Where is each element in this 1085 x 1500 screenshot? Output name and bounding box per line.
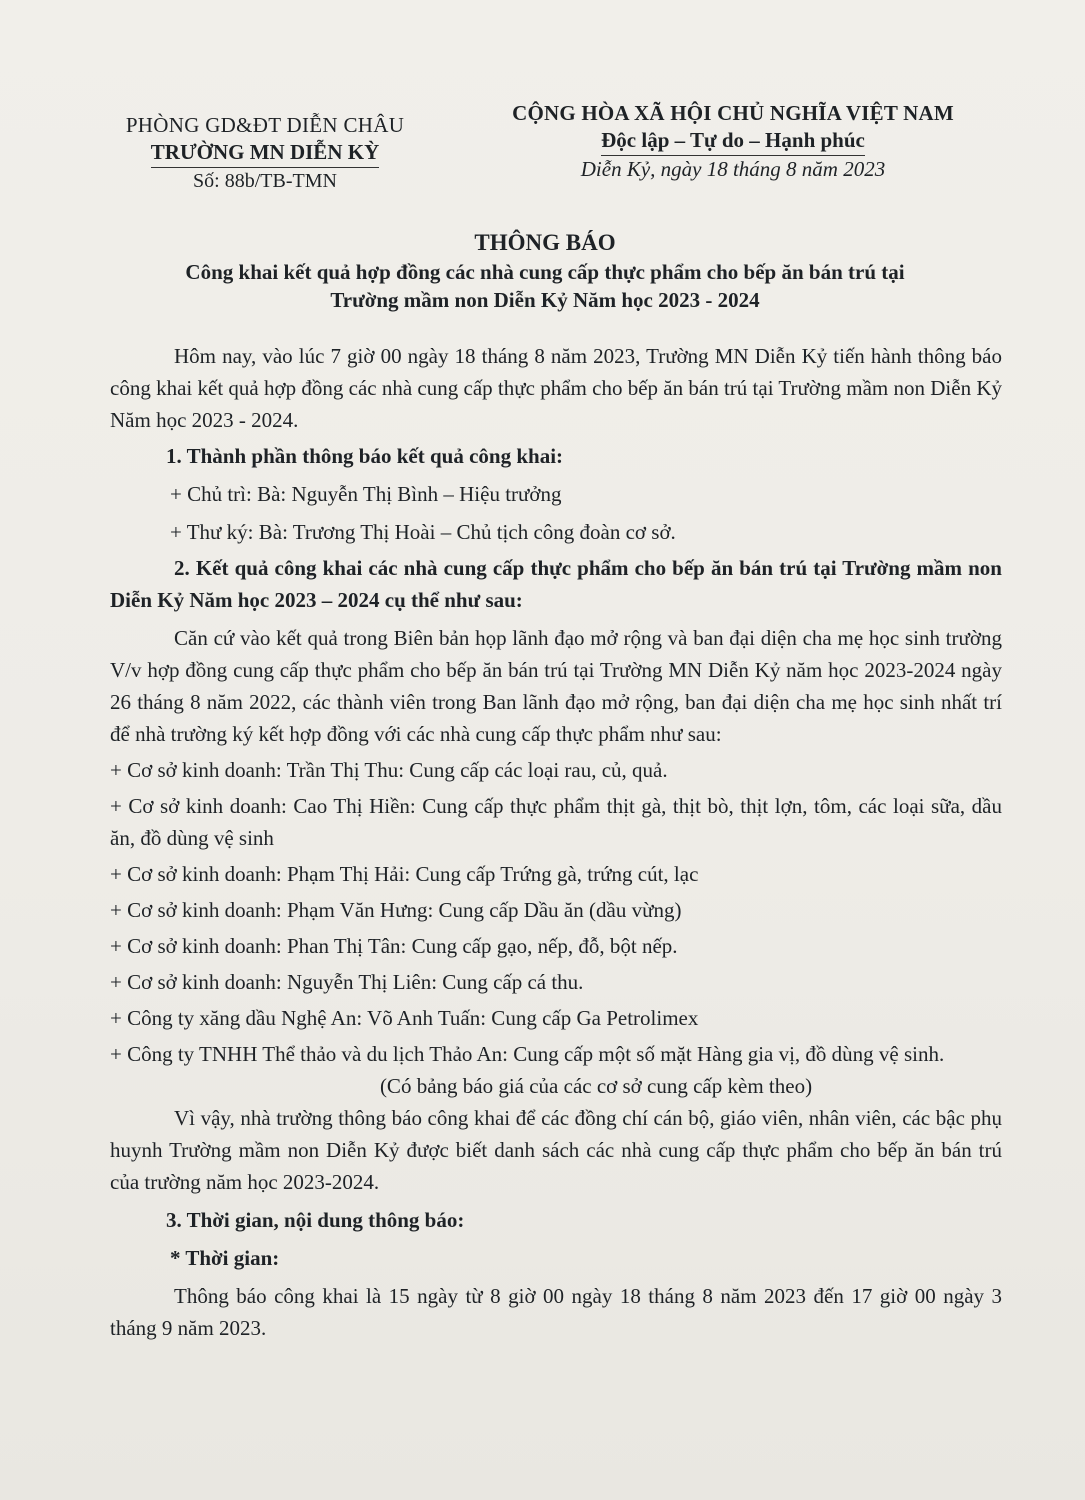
basis-paragraph: Căn cứ vào kết quả trong Biên bản họp lãnh đạo mở rộng và ban đại diện cha mẹ học sinh trường V/v hợp đồng cung cấp thực phẩm cho bếp ăn bán trú tại Trường MN Diễn Kỷ năm học 2023-2024 ngày 26 tháng 8 năm 2022, các thành viên trong Ban lãnh đạo mở rộng, ban đại diện cha mẹ học sinh nhất trí để nhà trường ký kết hợp đồng với các nhà cung cấp thực phẩm như sau:	[110, 626, 1002, 746]
supplier-item: + Cơ sở kinh doanh: Nguyễn Thị Liên: Cung cấp cá thu.	[110, 970, 584, 994]
supplier-item: + Cơ sở kinh doanh: Phan Thị Tân: Cung cấp gạo, nếp, đỗ, bột nếp.	[110, 934, 678, 958]
nation-name: CỘNG HÒA XÃ HỘI CHỦ NGHĨA VIỆT NAM	[512, 101, 954, 125]
supplier-item: + Cơ sở kinh doanh: Phạm Thị Hải: Cung cấp Trứng gà, trứng cút, lạc	[110, 862, 699, 886]
department-name: PHÒNG GD&ĐT DIỄN CHÂU	[125, 113, 405, 137]
price-list-note: (Có bảng báo giá của các cơ sở cung cấp kèm theo)	[379, 1074, 813, 1098]
section1-heading: 1. Thành phần thông báo kết quả công khai:	[166, 444, 564, 468]
section3-heading: 3. Thời gian, nội dung thông báo:	[166, 1208, 465, 1232]
document-number: Số: 88b/TB-TMN	[193, 170, 337, 192]
supplier-item: + Công ty xăng dầu Nghệ An: Võ Anh Tuấn: Cung cấp Ga Petrolimex	[110, 1006, 699, 1030]
conclusion-paragraph: Vì vậy, nhà trường thông báo công khai để các đồng chí cán bộ, giáo viên, nhân viên, các bậc phụ huynh Trường mầm non Diễn Kỷ được biết danh sách các nhà cung cấp thực phẩm cho bếp ăn bán trú của trường năm học 2023-2024.	[110, 1106, 1002, 1194]
document-title: THÔNG BÁO	[474, 230, 616, 255]
document-body	[110, 340, 1002, 1344]
national-motto: Độc lập – Tự do – Hạnh phúc	[601, 127, 865, 156]
time-heading: * Thời gian:	[170, 1246, 280, 1270]
document-date: Diễn Kỷ, ngày 18 tháng 8 năm 2023	[580, 157, 886, 181]
document-subtitle-line1: Công khai kết quả hợp đồng các nhà cung cấp thực phẩm cho bếp ăn bán trú tại	[185, 260, 905, 284]
intro-paragraph: Hôm nay, vào lúc 7 giờ 00 ngày 18 tháng 8 năm 2023, Trường MN Diễn Kỷ tiến hành thông báo công khai kết quả hợp đồng các nhà cung cấp thực phẩm cho bếp ăn bán trú tại Trường mầm non Diễn Kỷ Năm học 2023 - 2024.	[110, 344, 1002, 432]
supplier-item: + Công ty TNHH Thể thảo và du lịch Thảo An: Cung cấp một số mặt Hàng gia vị, đồ dùng vệ sinh.	[110, 1042, 945, 1066]
chair-line: + Chủ trì: Bà: Nguyễn Thị Bình – Hiệu trưởng	[170, 482, 562, 506]
supplier-item: + Cơ sở kinh doanh: Phạm Văn Hưng: Cung cấp Dầu ăn (dầu vừng)	[110, 898, 682, 922]
issuer-block	[100, 112, 430, 195]
school-name: TRƯỜNG MN DIỄN KỲ	[151, 139, 379, 168]
section2-heading: 2. Kết quả công khai các nhà cung cấp thực phẩm cho bếp ăn bán trú tại Trường mầm non Diễn Kỷ Năm học 2023 – 2024 cụ thể như sau:	[110, 556, 1002, 612]
national-heading	[478, 100, 988, 183]
secretary-line: + Thư ký: Bà: Trương Thị Hoài – Chủ tịch công đoàn cơ sở.	[170, 520, 676, 544]
time-paragraph: Thông báo công khai là 15 ngày từ 8 giờ 00 ngày 18 tháng 8 năm 2023 đến 17 giờ 00 ngày 3 tháng 9 năm 2023.	[110, 1284, 1002, 1340]
supplier-item: + Cơ sở kinh doanh: Cao Thị Hiền: Cung cấp thực phẩm thịt gà, thịt bò, thịt lợn, tôm, các loại sữa, dầu ăn, đồ dùng vệ sinh	[110, 794, 1002, 850]
document-title-block	[100, 228, 990, 314]
document-subtitle-line2: Trường mầm non Diễn Kỷ Năm học 2023 - 2024	[330, 288, 760, 312]
supplier-item: + Cơ sở kinh doanh: Trần Thị Thu: Cung cấp các loại rau, củ, quả.	[110, 758, 668, 782]
